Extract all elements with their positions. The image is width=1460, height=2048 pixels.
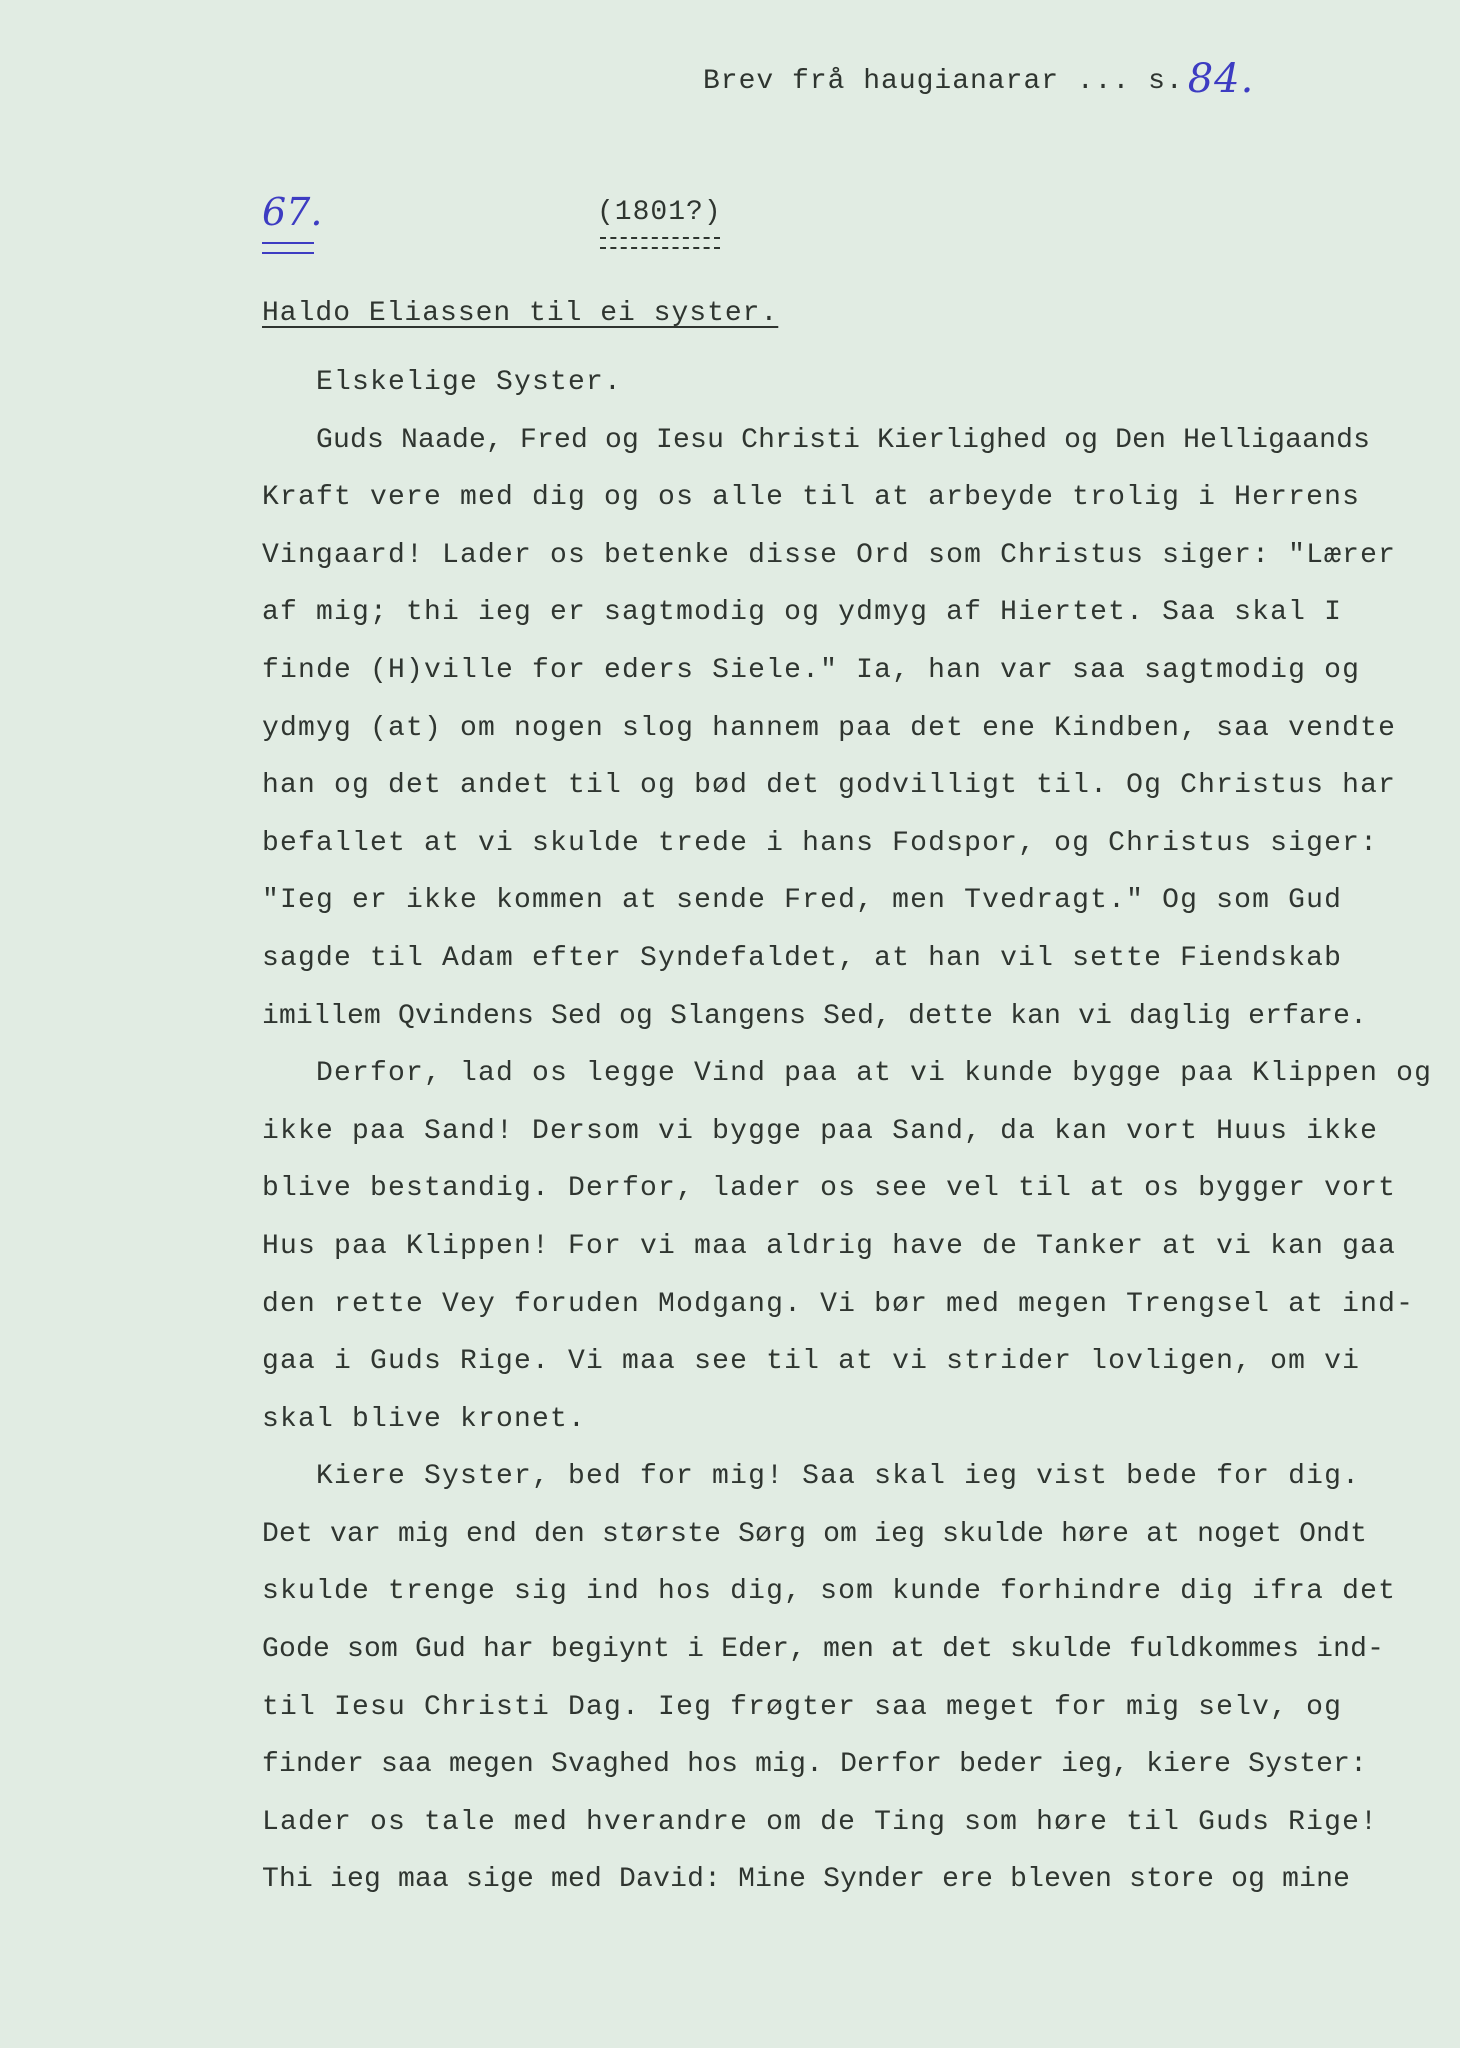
body-line: Gode som Gud har begiynt i Eder, men at det skulde fuldkommes ind- <box>262 1634 1385 1666</box>
body-line: gaa i Guds Rige. Vi maa see til at vi strider lovligen, om vi <box>262 1346 1361 1378</box>
body-line: Thi ieg maa sige med David: Mine Synder ere bleven store og mine <box>262 1864 1351 1896</box>
body-line: finde (H)ville for eders Siele." Ia, han var saa sagtmodig og <box>262 654 1361 686</box>
letter-number-underline <box>262 242 314 254</box>
body-line: blive bestandig. Derfor, lader os see vel til at os bygger vort <box>262 1173 1397 1205</box>
body-line: Kiere Syster, bed for mig! Saa skal ieg vist bede for dig. <box>316 1461 1361 1493</box>
body-line: sagde til Adam efter Syndefaldet, at han vil sette Fiendskab <box>262 942 1343 974</box>
header-text: Brev frå haugianarar ... s. <box>703 66 1184 97</box>
handwritten-letter-number: 67. <box>262 190 323 234</box>
body-line: finder saa megen Svaghed hos mig. Derfor beder ieg, kiere Syster: <box>262 1749 1368 1781</box>
body-line: skal blive kronet. <box>262 1403 587 1435</box>
date-underline <box>600 237 720 249</box>
body-line: befallet at vi skulde trede i hans Fodspor, og Christus siger: <box>262 827 1379 859</box>
body-line: skulde trenge sig ind hos dig, som kunde forhindre dig ifra det <box>262 1576 1397 1608</box>
body-line: imillem Qvindens Sed og Slangens Sed, dette kan vi daglig erfare. <box>262 1000 1368 1032</box>
body-line: Lader os tale med hverandre om de Ting som høre til Guds Rige! <box>262 1806 1379 1838</box>
body-line: til Iesu Christi Dag. Ieg frøgter saa meget for mig selv, og <box>262 1691 1343 1723</box>
body-line: Kraft vere med dig og os alle til at arbeyde trolig i Herrens <box>262 482 1361 514</box>
letter-title: Haldo Eliassen til ei syster. <box>262 298 779 329</box>
page-header <box>703 52 1255 102</box>
body-line: den rette Vey foruden Modgang. Vi bør med megen Trengsel at ind- <box>262 1288 1415 1320</box>
body-line: Derfor, lad os legge Vind paa at vi kunde bygge paa Klippen og <box>316 1058 1433 1090</box>
body-line: "Ieg er ikke kommen at sende Fred, men Tvedragt." Og som Gud <box>262 885 1343 917</box>
letter-body <box>262 354 1433 1909</box>
body-line: han og det andet til og bød det godvilligt til. Og Christus har <box>262 770 1397 802</box>
handwritten-page-number: 84. <box>1187 56 1255 102</box>
body-line: Guds Naade, Fred og Iesu Christi Kierlighed og Den Helligaands <box>316 424 1371 456</box>
body-line: Elskelige Syster. <box>316 367 623 398</box>
body-line: ikke paa Sand! Dersom vi bygge paa Sand, da kan vort Huus ikke <box>262 1115 1379 1147</box>
body-line: ydmyg (at) om nogen slog hannem paa det ene Kindben, saa vendte <box>262 712 1397 744</box>
body-line: Det var mig end den største Sørg om ieg skulde høre at noget Ondt <box>262 1518 1368 1550</box>
body-line: af mig; thi ieg er sagtmodig og ydmyg af Hiertet. Saa skal I <box>262 597 1343 629</box>
body-line: Vingaard! Lader os betenke disse Ord som Christus siger: "Lærer <box>262 539 1397 571</box>
letter-date: (1801?) <box>597 197 722 228</box>
body-line: Hus paa Klippen! For vi maa aldrig have de Tanker at vi kan gaa <box>262 1230 1397 1262</box>
